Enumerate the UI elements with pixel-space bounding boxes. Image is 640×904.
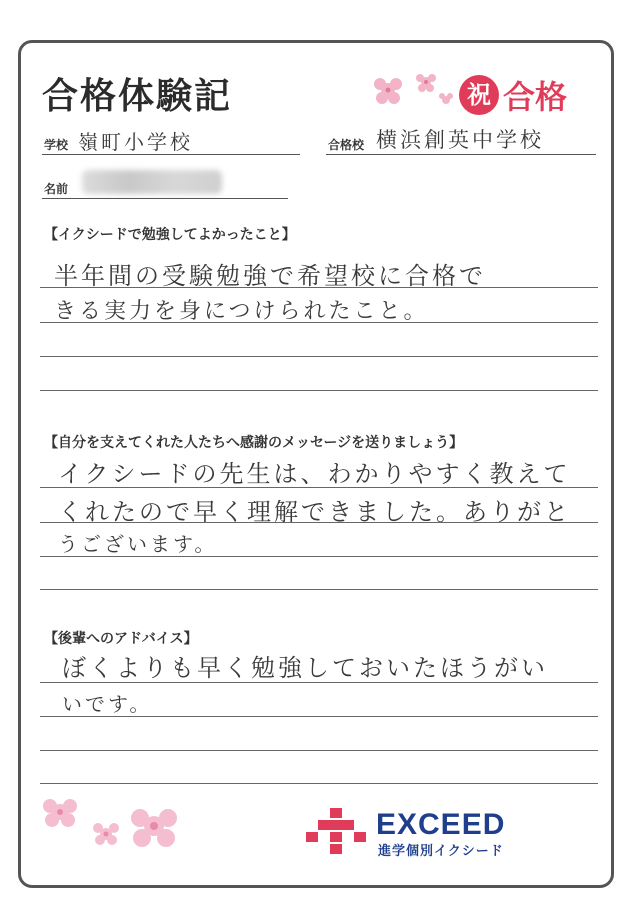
passed-school-underline [326,154,596,155]
section-1-rule-3 [40,356,598,357]
name-label: 名前 [44,182,69,196]
section-1-rule-1 [40,287,598,288]
section-heading-2: 【自分を支えてくれた人たちへ感謝のメッセージを送りましょう】 [44,435,464,451]
section-1-rule-4 [40,390,598,391]
exceed-logo-subtitle: 進学個別イクシード [378,844,504,859]
celebration-badge-circle: 祝 [459,75,499,115]
school-value: 嶺町小学校 [78,130,193,154]
section-2-rule-3 [40,556,598,557]
exceed-logo-cross-icon [306,806,366,856]
name-redacted [82,170,222,194]
name-underline [42,198,288,199]
section-3-rule-4 [40,783,598,784]
section-2-line-2: くれたので早く理解できました。ありがと [58,498,571,526]
section-1-rule-2 [40,322,598,323]
section-3-rule-3 [40,750,598,751]
section-heading-1: 【イクシードで勉強してよかったこと】 [44,227,296,243]
passed-school-value: 横浜創英中学校 [376,128,544,152]
celebration-badge-text: 合格 [503,78,568,116]
section-1-line-2: きる実力を身につけられたこと。 [54,299,429,324]
section-3-line-1: ぼくよりも早く勉強しておいたほうがい [62,654,548,682]
school-underline [42,154,300,155]
section-2-rule-2 [40,522,598,523]
section-2-line-1: イクシードの先生は、わかりやすく教えて [58,460,571,488]
cherry-blossom-icon [368,68,458,112]
exceed-logo-text: EXCEED [376,808,506,841]
section-1-line-1: 半年間の受験勉強で希望校に合格で [54,262,486,290]
school-label: 学校 [44,138,69,152]
section-heading-3: 【後輩へのアドバイス】 [44,631,198,647]
cherry-blossom-decoration-icon [36,790,186,864]
section-3-rule-1 [40,682,598,683]
page-title: 合格体験記 [42,76,233,117]
section-3-line-2: いです。 [62,692,153,716]
section-2-rule-1 [40,487,598,488]
section-3-rule-2 [40,716,598,717]
passed-school-label: 合格校 [328,138,365,152]
section-2-line-3: うございます。 [58,532,218,556]
section-2-rule-4 [40,589,598,590]
